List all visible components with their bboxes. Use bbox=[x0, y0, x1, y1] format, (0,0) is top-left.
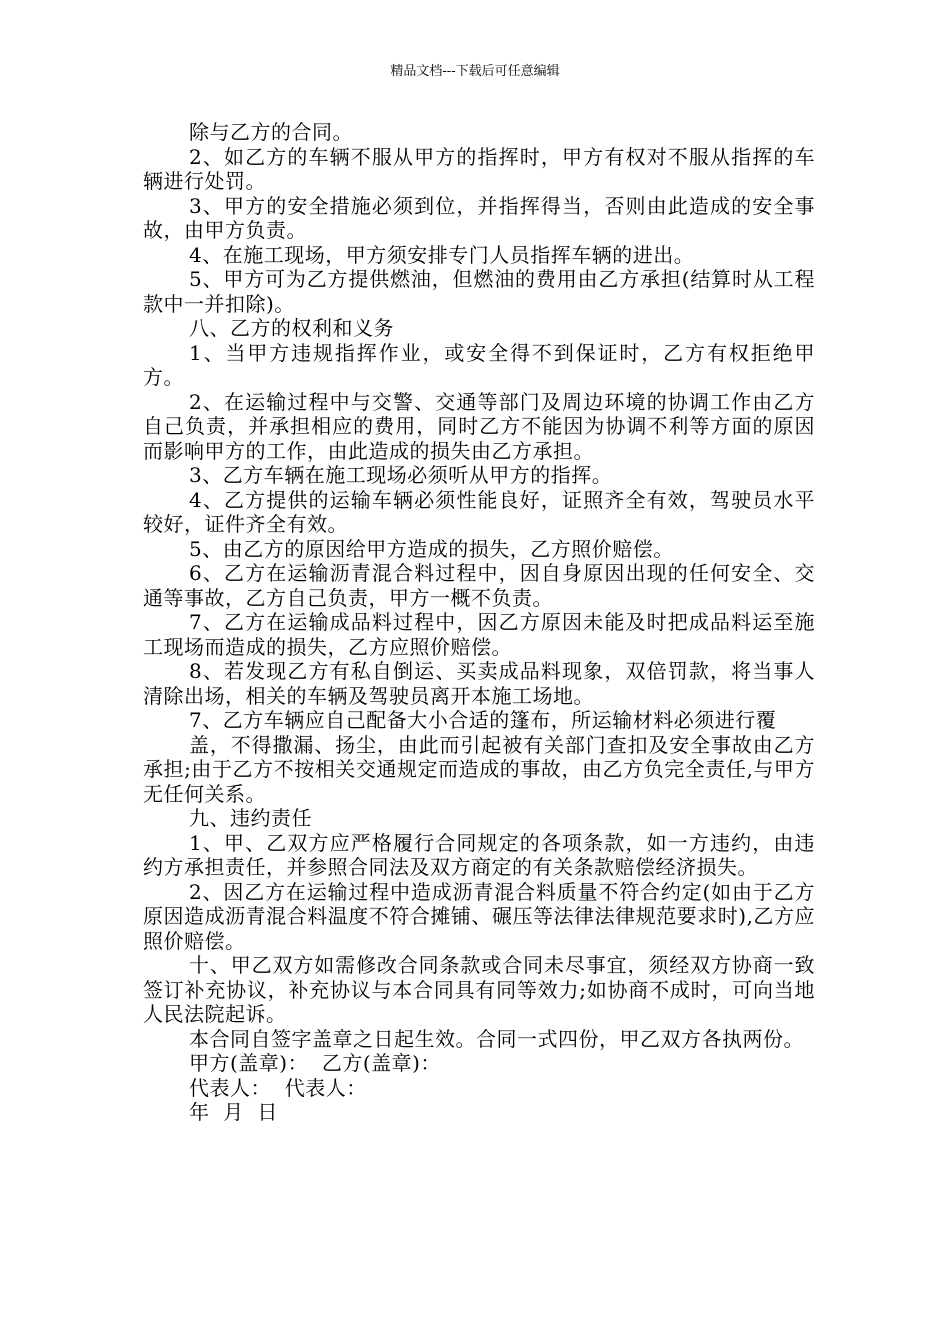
paragraph: 2、因乙方在运输过程中造成沥青混合料质量不符合约定(如由于乙方原因造成沥青混合料温度不符合摊铺、碾压等法律法律规范要求时),乙方应照价赔偿。 bbox=[143, 879, 815, 953]
paragraph: 6、乙方在运输沥青混合料过程中，因自身原因出现的任何安全、交通等事故，乙方自己负责，甲方一概不负责。 bbox=[143, 561, 815, 610]
page-header: 精品文档---下载后可任意编辑 bbox=[390, 64, 560, 79]
paragraph: 3、甲方的安全措施必须到位，并指挥得当，否则由此造成的安全事故，由甲方负责。 bbox=[143, 193, 815, 242]
paragraph: 7、乙方在运输成品料过程中，因乙方原因未能及时把成品料运至施工现场而造成的损失，乙方应照价赔偿。 bbox=[143, 610, 815, 659]
paragraph: 盖，不得撒漏、扬尘，由此而引起被有关部门查扣及安全事故由乙方承担;由于乙方不按相关交通规定而造成的事故，由乙方负完全责任,与甲方无任何关系。 bbox=[143, 732, 815, 806]
paragraph: 除与乙方的合同。 bbox=[189, 120, 353, 144]
paragraph: 5、甲方可为乙方提供燃油，但燃油的费用由乙方承担(结算时从工程款中一并扣除)。 bbox=[143, 267, 815, 316]
paragraph: 本合同自签字盖章之日起生效。合同一式四份，甲乙双方各执两份。 bbox=[189, 1026, 804, 1051]
document-body bbox=[143, 120, 815, 1125]
paragraph: 3、乙方车辆在施工现场必须听从甲方的指挥。 bbox=[189, 463, 613, 487]
paragraph: 4、乙方提供的运输车辆必须性能良好，证照齐全有效，驾驶员水平较好，证件齐全有效。 bbox=[143, 487, 815, 536]
paragraph: 8、若发现乙方有私自倒运、买卖成品料现象，双倍罚款，将当事人清除出场，相关的车辆及驾驶员离开本施工场地。 bbox=[143, 659, 815, 708]
paragraph: 5、由乙方的原因给甲方造成的损失，乙方照价赔偿。 bbox=[189, 536, 674, 561]
paragraph: 十、甲乙双方如需修改合同条款或合同未尽事宜，须经双方协商一致签订补充协议，补充协议与本合同具有同等效力;如协商不成时，可向当地人民法院起诉。 bbox=[143, 953, 815, 1026]
section-heading: 九、违约责任 bbox=[189, 806, 312, 830]
paragraph: 2、在运输过程中与交警、交通等部门及周边环境的协调工作由乙方自己负责，并承担相应的费用，同时乙方不能因为协调不利等方面的原因而影响甲方的工作，由此造成的损失由乙方承担。 bbox=[143, 389, 815, 463]
signature-line-parties: 甲方(盖章)： 乙方(盖章)： bbox=[189, 1051, 441, 1075]
signature-line-representatives: 代表人： 代表人： bbox=[189, 1075, 367, 1100]
paragraph: 7、乙方车辆应自己配备大小合适的篷布，所运输材料必须进行覆 bbox=[189, 708, 777, 732]
paragraph: 4、在施工现场，甲方须安排专门人员指挥车辆的进出。 bbox=[189, 242, 695, 267]
paragraph: 1、甲、乙双方应严格履行合同规定的各项条款，如一方违约，由违约方承担责任，并参照合同法及双方商定的有关条款赔偿经济损失。 bbox=[143, 830, 815, 879]
section-heading: 八、乙方的权利和义务 bbox=[189, 316, 394, 340]
paragraph: 2、如乙方的车辆不服从甲方的指挥时，甲方有权对不服从指挥的车辆进行处罚。 bbox=[143, 144, 815, 193]
signature-line-date: 年 月 日 bbox=[189, 1100, 278, 1124]
paragraph: 1、当甲方违规指挥作业，或安全得不到保证时，乙方有权拒绝甲方。 bbox=[143, 340, 815, 389]
